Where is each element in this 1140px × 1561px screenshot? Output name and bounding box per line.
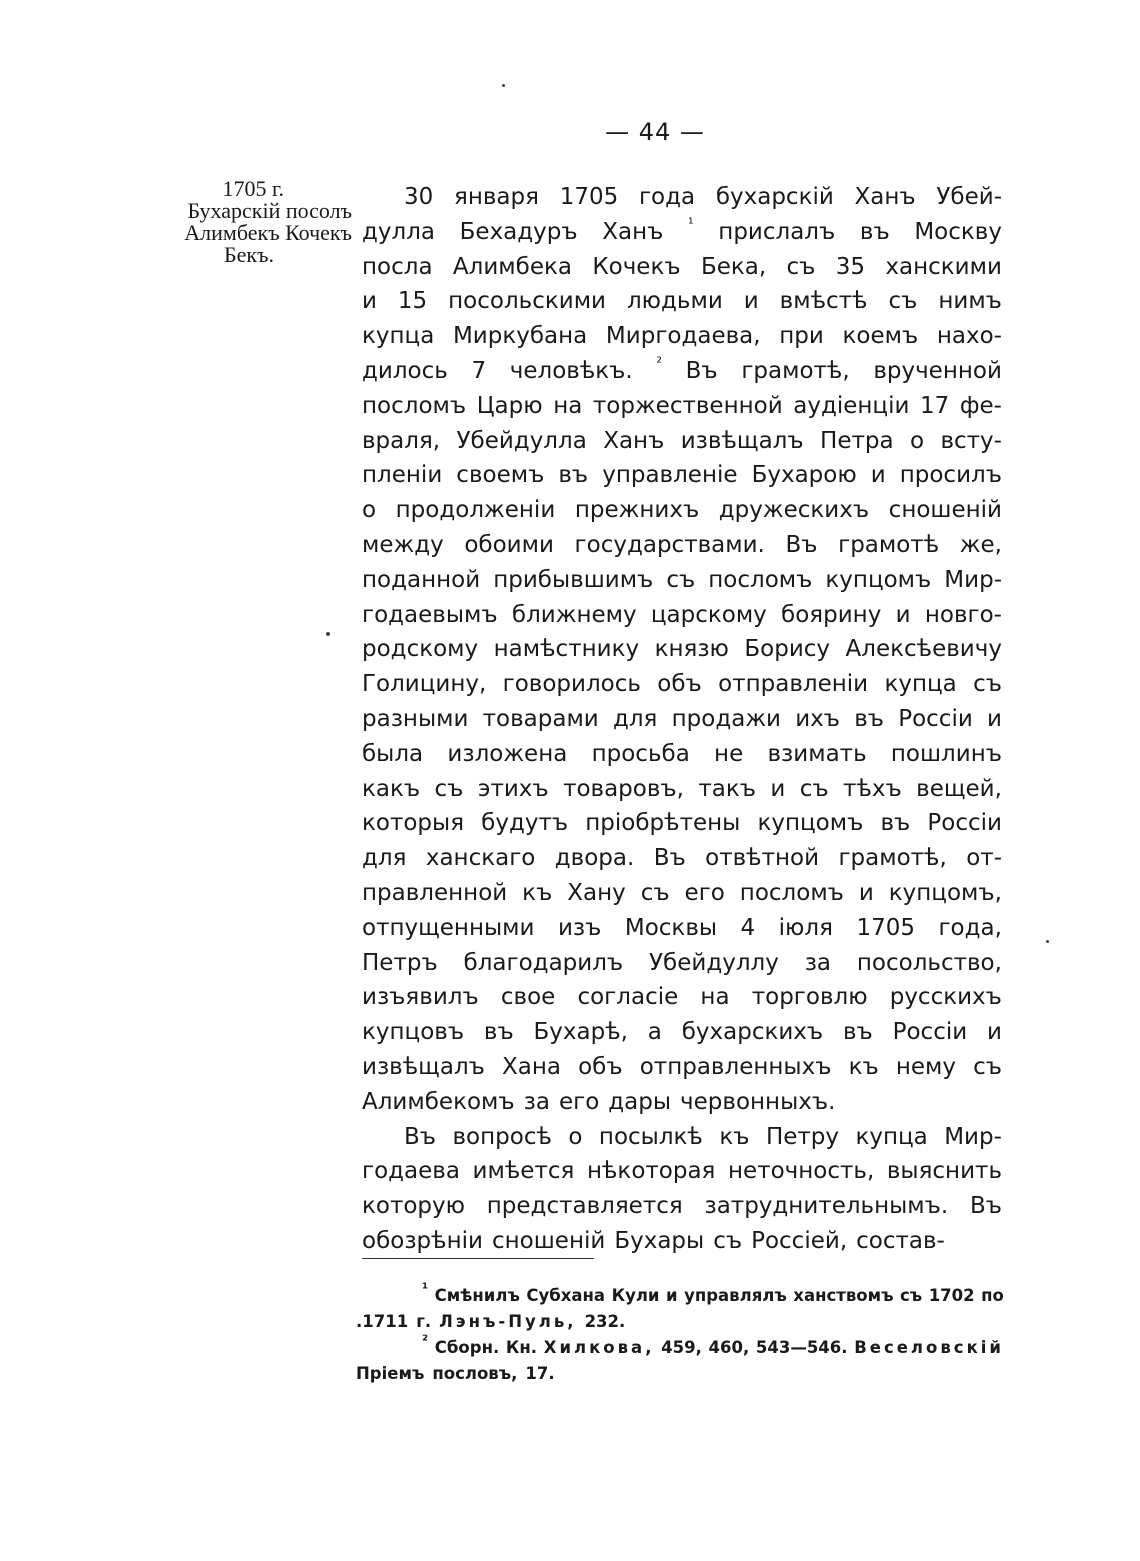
margin-note-line: 1705 г. <box>222 176 284 201</box>
margin-note-line: Бекъ. <box>224 242 274 267</box>
margin-note <box>120 178 352 266</box>
scan-speck <box>502 84 505 87</box>
footnote-1 <box>356 1280 1004 1335</box>
text-line: дилось 7 человѣкъ. $^{^2}$ Въ грамотѣ, врученной <box>362 355 1002 384</box>
text-line: какъ съ этихъ товаровъ, такъ и съ тѣхъ вещей, <box>362 775 1002 802</box>
text-line: между обоими государствами. Въ грамотѣ же, <box>362 531 1002 558</box>
text-line: $^{^2}$ Сборн. Кн. Хилкова, 459, 460, 543—546. Веселовскій <box>422 1332 1004 1357</box>
text-line: которыя будутъ пріобрѣтены купцомъ въ Россіи <box>362 810 1002 837</box>
text-line: посломъ Царю на торжественной аудіенціи 17 фе- <box>362 392 1002 419</box>
text-line: Въ вопросѣ о посылкѣ къ Петру купца Мир- <box>404 1123 1002 1150</box>
text-line: Пріемъ пословъ, 17. <box>356 1364 555 1383</box>
text-line: и 15 посольскими людьми и вмѣстѣ съ нимъ <box>362 288 1002 315</box>
text-line: посла Алимбека Кочекъ Бека, съ 35 ханскими <box>362 253 1002 280</box>
text-line: Голицину, говорилось объ отправленіи купца съ <box>362 671 1002 698</box>
text-line: 30 января 1705 года бухарскій Ханъ Убей- <box>404 184 1002 210</box>
text-line: для ханскаго двора. Въ отвѣтной грамотѣ, от- <box>362 845 1002 872</box>
scan-speck <box>326 632 330 636</box>
text-line: .1711 г. Лэнъ-Пуль, 232. <box>356 1312 626 1331</box>
text-line: дулла Бехадуръ Ханъ $^{^1}$ прислалъ въ Москву <box>362 216 1002 245</box>
paragraph-1 <box>362 180 1002 1120</box>
footnote-2 <box>356 1332 1004 1387</box>
body-text <box>362 180 1002 1259</box>
text-line: правленной къ Хану съ его посломъ и купцомъ, <box>362 879 1002 906</box>
footnote-rule <box>362 1258 594 1259</box>
text-line: разными товарами для продажи ихъ въ Россіи и <box>362 705 1002 732</box>
text-line: которую представляется затруднительнымъ. Въ <box>362 1193 1002 1220</box>
scan-speck <box>1046 940 1049 943</box>
text-line: годаевымъ ближнему царскому боярину и новго- <box>362 601 1002 628</box>
text-line: родскому намѣстнику князю Борису Алексѣевичу <box>362 636 1002 663</box>
text-line: изъявилъ свое согласіе на торговлю русскихъ <box>362 984 1002 1011</box>
text-line: была изложена просьба не взимать пошлинъ <box>362 740 1002 767</box>
text-line: обозрѣніи сношеній Бухары съ Россіей, состав- <box>362 1227 945 1254</box>
text-line: купцовъ въ Бухарѣ, а бухарскихъ въ Россіи и <box>362 1019 1002 1046</box>
text-line: Петръ благодарилъ Убейдуллу за посольство, <box>362 949 1002 976</box>
page-number: — 44 — <box>605 118 705 146</box>
text-line: о продолженіи прежнихъ дружескихъ сношеній <box>362 497 1002 524</box>
text-line: поданной прибывшимъ съ посломъ купцомъ Мир- <box>362 566 1002 593</box>
paragraph-2 <box>362 1120 1002 1259</box>
text-line: отпущенными изъ Москвы 4 іюля 1705 года, <box>362 914 1002 941</box>
text-line: враля, Убейдулла Ханъ извѣщалъ Петра о всту- <box>362 427 1002 454</box>
margin-note-line: Алимбекъ Кочекъ <box>184 220 352 245</box>
text-line: купца Миркубана Миргодаева, при коемъ нахо- <box>362 323 1002 350</box>
text-line: извѣщалъ Хана объ отправленныхъ къ нему съ <box>362 1053 1002 1080</box>
text-line: Алимбекомъ за его дары червонныхъ. <box>362 1088 836 1115</box>
margin-note-line: Бухарскій посолъ <box>187 198 352 223</box>
text-line: годаева имѣется нѣкоторая неточность, выяснить <box>362 1158 1002 1185</box>
text-line: $^{^1}$ Смѣнилъ Субхана Кули и управлялъ ханствомъ съ 1702 по <box>422 1280 1004 1305</box>
footnotes <box>356 1280 1004 1387</box>
text-line: пленіи своемъ въ управленіе Бухарою и просилъ <box>362 462 1002 489</box>
